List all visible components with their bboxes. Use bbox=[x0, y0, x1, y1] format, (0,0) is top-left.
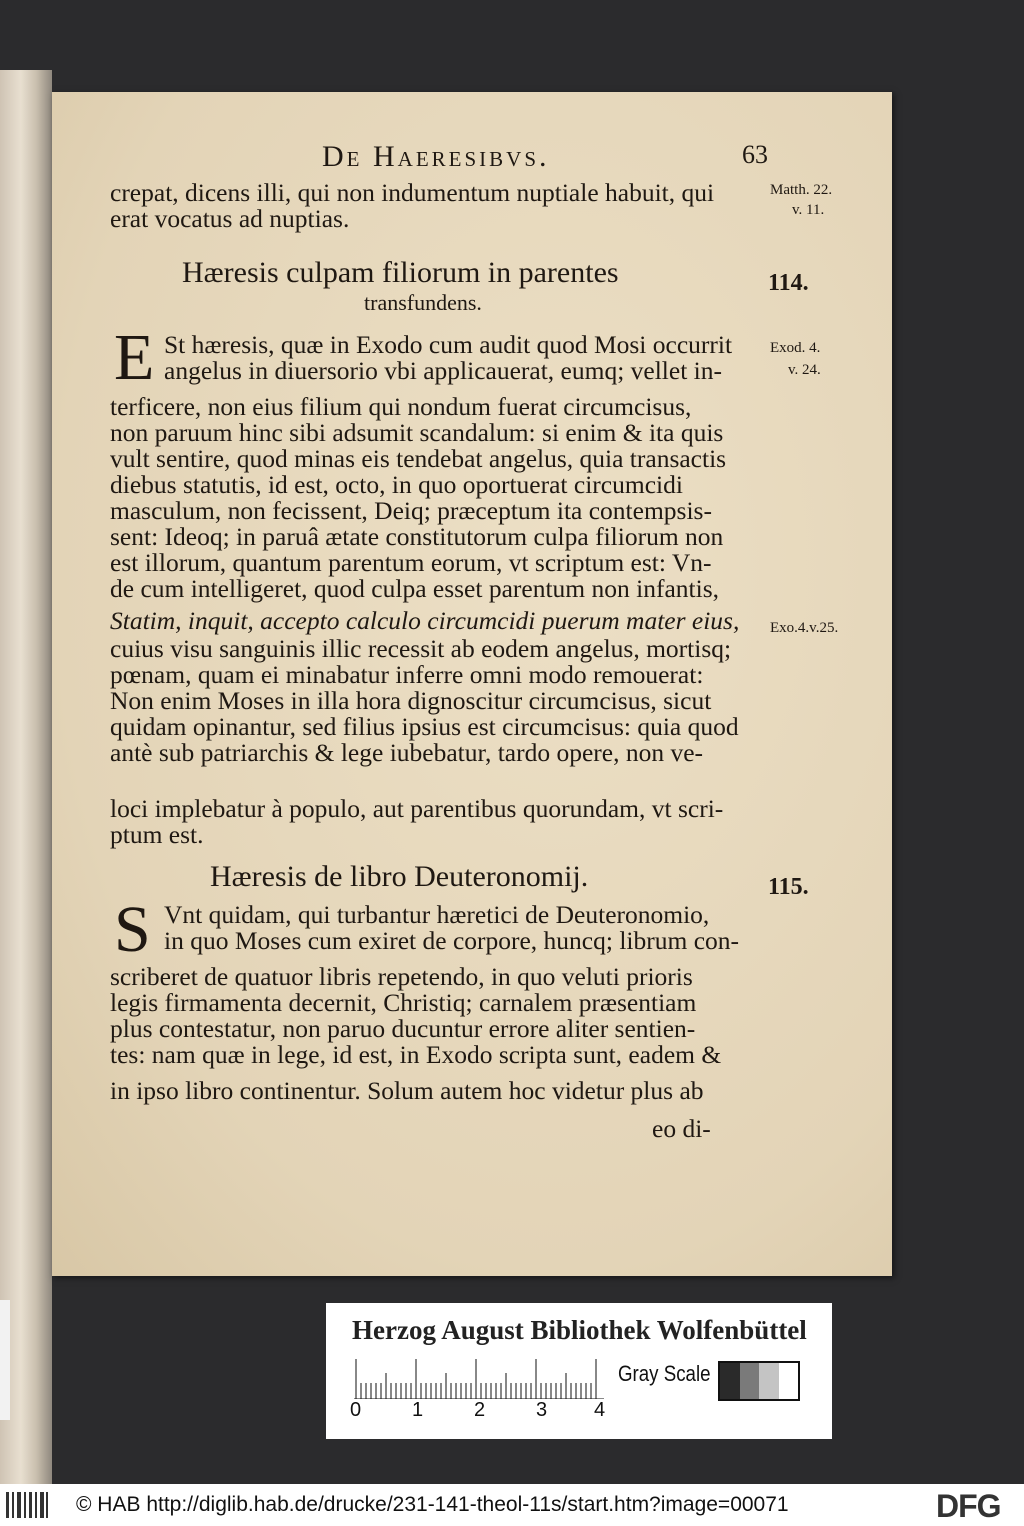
text-line: angelus in diuersorio vbi applicauerat, eumq; vellet in- bbox=[164, 356, 722, 385]
drop-capital: E bbox=[114, 321, 155, 394]
text-line: de cum intelligeret, quod culpa esset parentum non infantis, bbox=[110, 574, 719, 603]
text-line: pœnam, quam ei minabatur inferre omni modo remouerat: bbox=[110, 660, 704, 689]
text-line: erat vocatus ad nuptias. bbox=[110, 204, 350, 233]
text-line: non paruum hinc sibi adsumit scandalum: si enim & ita quis bbox=[110, 418, 724, 447]
section-subheading: transfundens. bbox=[364, 290, 482, 315]
book-page bbox=[52, 92, 892, 1276]
drop-capital: S bbox=[114, 893, 151, 966]
page-number: 63 bbox=[742, 140, 768, 169]
footer-source-link[interactable]: © HAB http://diglib.hab.de/drucke/231-141-theol-11s/start.htm?image=00071 bbox=[76, 1493, 789, 1516]
text-line: masculum, non fecissent, Deiq; præceptum ita contempsis- bbox=[110, 496, 712, 525]
text-line: scriberet de quatuor libris repetendo, in quo veluti prioris bbox=[110, 962, 693, 991]
text-line: tes: nam quæ in lege, id est, in Exodo scripta sunt, eadem & bbox=[110, 1040, 722, 1069]
binding-edge bbox=[0, 1300, 10, 1420]
text-line: St hæresis, quæ in Exodo cum audit quod Mosi occurrit bbox=[164, 330, 733, 359]
text-line: antè sub patriarchis & lege iubebatur, tardo opere, non ve- bbox=[110, 738, 704, 767]
catchword: eo di- bbox=[652, 1114, 711, 1143]
text-line: Non enim Moses in illa hora dignoscitur circumcisus, sicut bbox=[110, 686, 712, 715]
section-heading: Hæresis de libro Deuteronomij. bbox=[210, 860, 589, 893]
page-text-area bbox=[52, 92, 892, 1276]
text-line: loci implebatur à populo, aut parentibus quorundam, vt scri- bbox=[110, 794, 724, 823]
text-line: diebus statutis, id est, octo, in quo oportuerat circumcidi bbox=[110, 470, 683, 499]
text-line-italic: Statim, inquit, accepto calculo circumcidi puerum mater eius, bbox=[110, 606, 740, 635]
ruler-number: 2 bbox=[474, 1399, 486, 1421]
text-line: plus contestatur, non paruo ducuntur errore aliter sentien- bbox=[110, 1014, 696, 1043]
margin-note: v. 11. bbox=[792, 202, 825, 218]
ruler-number: 3 bbox=[536, 1399, 548, 1421]
footer-bar bbox=[0, 1484, 1024, 1526]
section-number: 114. bbox=[768, 270, 809, 296]
text-line: legis firmamenta decernit, Christiq; carnalem præsentiam bbox=[110, 988, 697, 1017]
text-line: vult sentire, quod minas eis tendebat angelus, quia transactis bbox=[110, 444, 727, 473]
gray-scale-swatches bbox=[718, 1361, 800, 1401]
text-line: in ipso libro continentur. Solum autem hoc videtur plus ab bbox=[110, 1076, 704, 1105]
dfg-logo: DFG bbox=[936, 1488, 1001, 1524]
text-line: cuius visu sanguinis illic recessit ab eodem angelus, mortisq; bbox=[110, 634, 732, 663]
running-head: De Haeresibvs. bbox=[322, 140, 550, 173]
book-binding bbox=[0, 70, 52, 1510]
barcode-icon bbox=[6, 1492, 48, 1518]
color-calibration-card bbox=[326, 1303, 832, 1439]
gray-swatch bbox=[759, 1363, 779, 1399]
gray-swatch bbox=[720, 1363, 740, 1399]
text-line: quidam opinantur, sed filius ipsius est circumcisus: quia quod bbox=[110, 712, 739, 741]
text-line: sent: Ideoq; in paruâ ætate constitutorum culpa filiorum non bbox=[110, 522, 724, 551]
ruler bbox=[354, 1359, 604, 1399]
text-line: est illorum, quantum parentum eorum, vt scriptum est: Vn- bbox=[110, 548, 712, 577]
margin-note: Exod. 4. bbox=[770, 340, 821, 356]
gray-scale-label: Gray Scale bbox=[618, 1361, 711, 1386]
gray-swatch bbox=[779, 1363, 799, 1399]
ruler-number: 1 bbox=[412, 1399, 424, 1421]
ruler-number: 0 bbox=[350, 1399, 362, 1421]
text-line: ptum est. bbox=[110, 820, 204, 849]
text-line: in quo Moses cum exiret de corpore, huncq; librum con- bbox=[164, 926, 740, 955]
margin-note: v. 24. bbox=[788, 362, 821, 378]
margin-note: Exo.4.v.25. bbox=[770, 620, 839, 636]
section-number: 115. bbox=[768, 874, 809, 900]
gray-swatch bbox=[740, 1363, 760, 1399]
margin-note: Matth. 22. bbox=[770, 182, 833, 198]
text-line: terficere, non eius filium qui nondum fuerat circumcisus, bbox=[110, 392, 692, 421]
text-line: Vnt quidam, qui turbantur hæretici de Deuteronomio, bbox=[164, 900, 710, 929]
card-title: Herzog August Bibliothek Wolfenbüttel bbox=[352, 1315, 807, 1345]
ruler-number: 4 bbox=[594, 1399, 606, 1421]
text-line: crepat, dicens illi, qui non indumentum nuptiale habuit, qui bbox=[110, 178, 715, 207]
section-heading: Hæresis culpam filiorum in parentes bbox=[182, 256, 619, 289]
